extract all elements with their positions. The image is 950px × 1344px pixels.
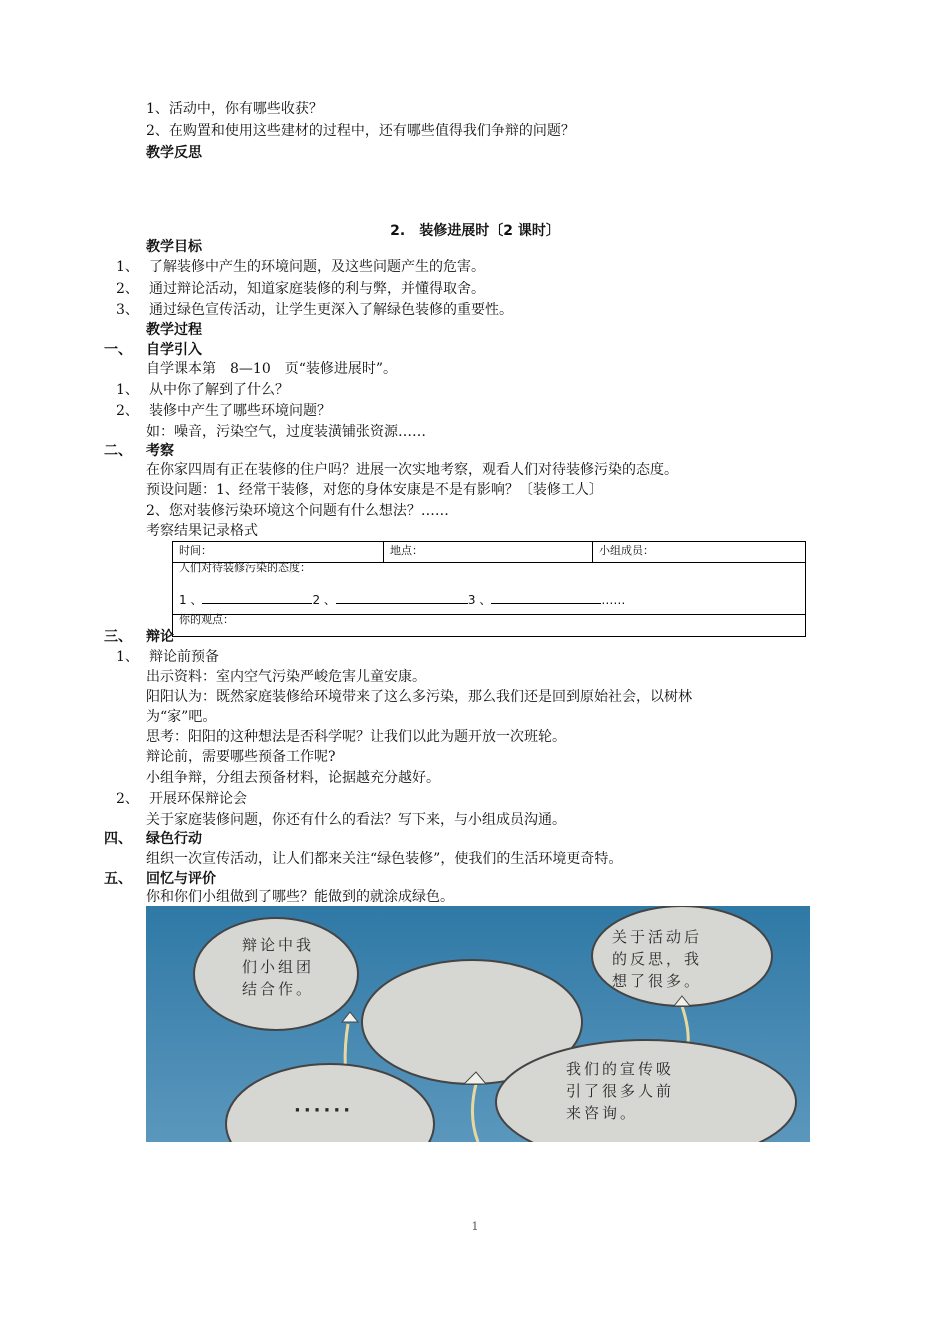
balloon-photo	[146, 906, 810, 1142]
balloon-illustration	[146, 906, 810, 1142]
section-1-num: 一、	[104, 342, 132, 358]
answer-2-blank	[336, 591, 468, 604]
balloon-2-line-1: 关于活动后	[612, 928, 703, 946]
goal-2: 通过辩论活动，知道家庭装修的利与弊，并懂得取舍。	[149, 281, 485, 297]
section-3-num: 三、	[104, 629, 132, 645]
question-1: 1、活动中，你有哪些收获？	[146, 101, 323, 117]
balloon-1-line-1: 辩论中我	[242, 936, 315, 954]
s3-sub-1: 辩论前预备	[149, 649, 219, 665]
question-2: 2、在购置和使用这些建材的过程中，还有哪些值得我们争辩的问题？	[146, 123, 575, 139]
section-3-heading: 辩论	[146, 629, 174, 645]
balloon-1-line-3: 结合作。	[242, 980, 315, 998]
section-2-num: 二、	[104, 443, 132, 459]
s3-sub-1-num: 1、	[116, 649, 139, 665]
reflection-heading: 教学反思	[146, 145, 202, 161]
answer-2-label: 2 、	[312, 593, 336, 607]
s2-line-2: 预设问题：1、经常干装修，对您的身体安康是不是有影响？〔装修工人〕	[146, 482, 603, 498]
answer-3-blank	[491, 591, 601, 604]
section-4-num: 四、	[104, 831, 132, 847]
process-heading: 教学过程	[146, 322, 202, 338]
section-4-heading: 绿色行动	[146, 831, 202, 847]
s3-line-4: 思考：阳阳的这种想法是否科学呢？让我们以此为题开放一次班轮。	[146, 729, 566, 745]
s3-line-5: 辩论前，需要哪些预备工作呢?	[146, 749, 336, 765]
record-answer-row	[179, 591, 799, 608]
s3-sub-2: 开展环保辩论会	[149, 791, 247, 807]
s2-line-4: 考察结果记录格式	[146, 523, 258, 539]
s3-sub-2-num: 2、	[116, 791, 139, 807]
goal-2-num: 2、	[116, 281, 139, 297]
s3-after: 关于家庭装修问题，你还有什么的看法？写下来，与小组成员沟通。	[146, 812, 566, 828]
record-table	[172, 541, 806, 637]
balloon-5-line-2: 引了很多人前	[566, 1082, 675, 1100]
balloon-5-line-1: 我们的宣传吸	[566, 1060, 675, 1078]
balloon-2-line-2: 的反思，我	[612, 950, 703, 968]
s4-text: 组织一次宣传活动，让人们都来关注“绿色装修”，使我们的生活环境更奇特。	[146, 851, 623, 867]
goal-1: 了解装修中产生的环境问题，及这些问题产生的危害。	[149, 259, 485, 275]
section-5-num: 五、	[104, 871, 132, 887]
lesson-title: 2. 装修进展时〔2 课时〕	[390, 223, 560, 239]
record-attitude-label: 人们对待装修污染的态度：	[179, 561, 311, 574]
balloon-1-line-2: 们小组团	[242, 958, 315, 976]
s5-text: 你和你们小组做到了哪些？能做到的就涂成绿色。	[146, 889, 454, 905]
s2-line-1: 在你家四周有正在装修的住户吗？进展一次实地考察，观看人们对待装修污染的态度。	[146, 462, 678, 478]
balloon-4-text: ······	[294, 1100, 354, 1121]
answer-ellipsis: ……	[601, 593, 626, 607]
s1-item-1-num: 1、	[116, 382, 139, 398]
s1-item-2-num: 2、	[116, 403, 139, 419]
balloon-5-line-3: 来咨询。	[566, 1104, 639, 1122]
section-5-heading: 回忆与评价	[146, 871, 216, 887]
answer-1-label: 1 、	[179, 593, 203, 607]
s3-line-3: 为“家”吧。	[146, 709, 217, 725]
goal-3-num: 3、	[116, 302, 139, 318]
s1-example: 如：噪音，污染空气，过度装潢铺张资源……	[146, 424, 426, 440]
record-attitude-cell	[173, 563, 806, 615]
s2-line-3: 2、您对装修污染环境这个问题有什么想法？……	[146, 503, 449, 519]
s1-item-2: 装修中产生了哪些环境问题？	[149, 403, 331, 419]
page-number: 1	[471, 1220, 479, 1233]
s1-item-1: 从中你了解到了什么？	[149, 382, 289, 398]
section-1-heading: 自学引入	[146, 342, 202, 358]
answer-1-blank	[202, 591, 312, 604]
s3-line-2: 阳阳认为：既然家庭装修给环境带来了这么多污染，那么我们还是回到原始社会，以树林	[146, 689, 692, 705]
goal-3: 通过绿色宣传活动，让学生更深入了解绿色装修的重要性。	[149, 302, 513, 318]
section-2-heading: 考察	[146, 443, 174, 459]
section-1-intro: 自学课本第 8—10 页“装修进展时”。	[146, 361, 398, 377]
balloon-2-line-3: 想了很多。	[612, 972, 703, 990]
s3-line-1: 出示资料：室内空气污染严峻危害儿童安康。	[146, 669, 426, 685]
goals-heading: 教学目标	[146, 239, 202, 255]
record-opinion: 你的观点：	[173, 615, 806, 637]
record-place: 地点：	[384, 542, 593, 563]
record-time: 时间：	[173, 542, 384, 563]
record-members: 小组成员：	[593, 542, 806, 563]
answer-3-label: 3 、	[467, 593, 492, 607]
s3-line-6: 小组争辩，分组去预备材料，论据越充分越好。	[146, 770, 440, 786]
goal-1-num: 1、	[116, 259, 139, 275]
